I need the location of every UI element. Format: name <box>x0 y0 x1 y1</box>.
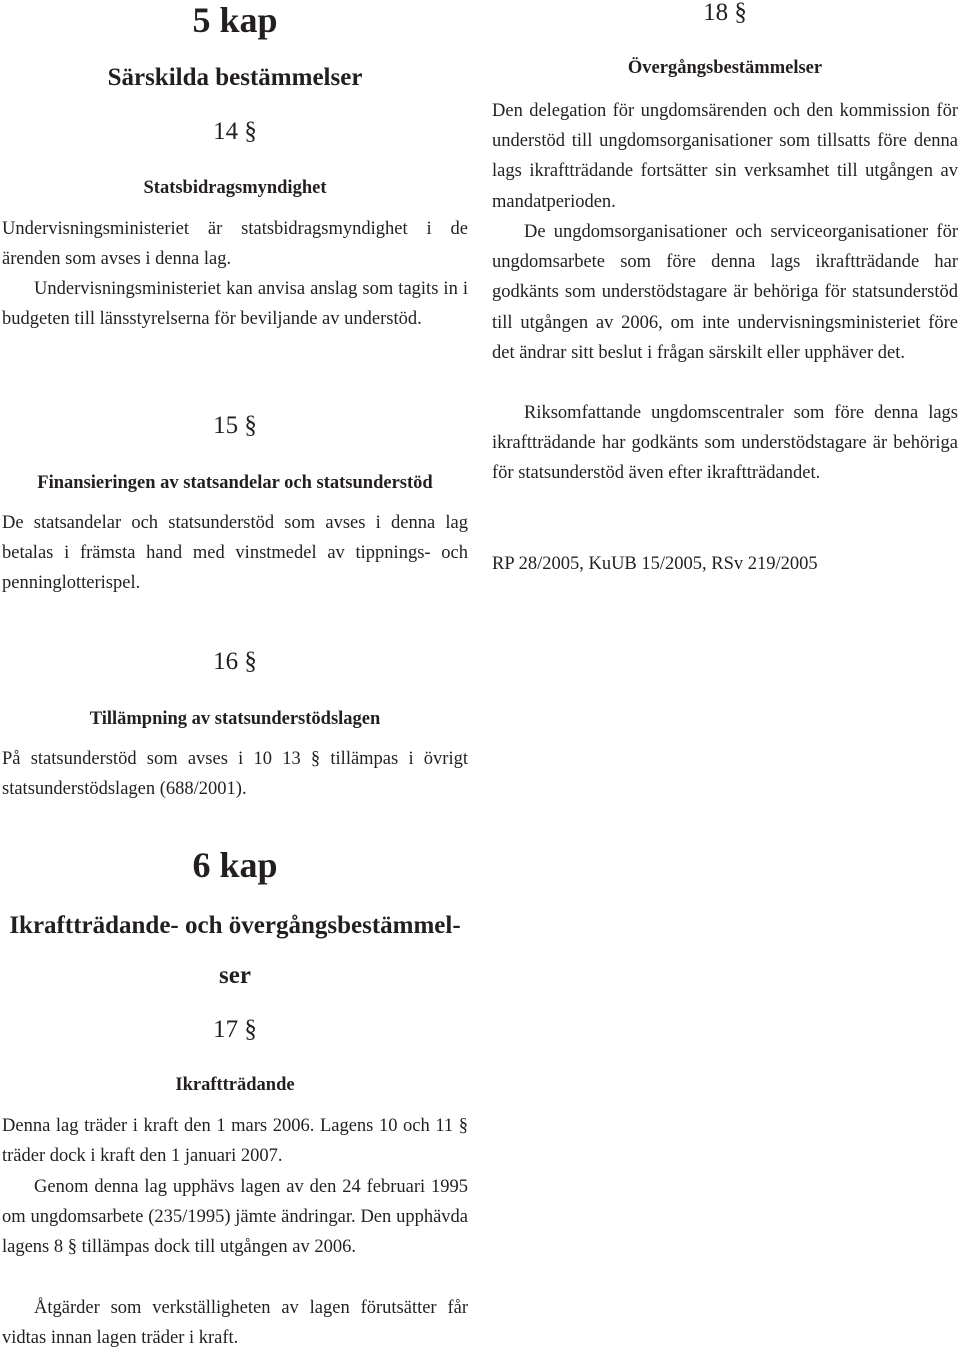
chapter-6-label: 6 kap <box>192 845 278 885</box>
section-14-paragraph-1: Undervisningsministeriet är statsbidragsmyndighet i de ärenden som avses i denna lag. <box>2 219 468 270</box>
section-18-paragraph-1: Den delegation för ungdomsärenden och den kommission för understöd till ungdomsorganisationer som tillsatts före denna lags ikraftträdande fortsätter sin verksamhet till utgången av mandatperioden. <box>492 101 958 212</box>
section-14-heading: Statsbidragsmyndighet <box>143 178 327 198</box>
section-14-number: 14 § <box>213 118 257 145</box>
section-16-heading: Tillämpning av statsunderstödslagen <box>89 709 381 729</box>
section-16-paragraph-1: På statsunderstöd som avses i 10 13 § tillämpas i övrigt statsunderstödslagen (688/2001). <box>2 749 468 800</box>
section-17-paragraph-1: Denna lag träder i kraft den 1 mars 2006. Lagens 10 och 11 § träder dock i kraft den 1 januari 2007. <box>2 1116 468 1167</box>
section-15-heading: Finansieringen av statsandelar och statsunderstöd <box>37 473 433 493</box>
section-18-paragraph-3: Riksomfattande ungdomscentraler som före denna lags ikraftträdande har godkänts som understödstagare är behöriga för statsunderstöd även efter ikraftträdandet. <box>492 403 958 484</box>
section-16-number: 16 § <box>213 648 257 675</box>
section-17-paragraph-2: Genom denna lag upphävs lagen av den 24 februari 1995 om ungdomsarbete (235/1995) jämte ändringar. Den upphävda lagens 8 § tillämpas dock till utgången av 2006. <box>2 1177 468 1258</box>
chapter-6-title-line-2: ser <box>219 962 251 989</box>
section-14-paragraph-2: Undervisningsministeriet kan anvisa anslag som tagits in i budgeten till länsstyrelserna för beviljande av understöd. <box>2 279 468 330</box>
section-15-number: 15 § <box>213 412 257 439</box>
section-17-number: 17 § <box>213 1016 257 1043</box>
section-17-heading: Ikraftträdande <box>175 1075 295 1095</box>
section-18-paragraph-2: De ungdomsorganisationer och serviceorganisationer för ungdomsarbete som före denna lags ikraftträdande har godkänts som understödstagare är behöriga för statsunderstöd till utgången av 2006, om inte undervisningsministeriet före det ändrar sitt beslut i frågan särskilt eller upphäver det. <box>492 222 958 363</box>
chapter-5-label: 5 kap <box>192 0 278 40</box>
section-18-heading: Övergångsbestämmelser <box>627 58 823 78</box>
chapter-5-title: Särskilda bestämmelser <box>107 64 363 91</box>
section-17-paragraph-3: Åtgärder som verkställigheten av lagen förutsätter får vidtas innan lagen träder i kraft. <box>2 1298 468 1349</box>
section-18-number: 18 § <box>703 0 747 26</box>
chapter-6-title-line-1: Ikraftträdande- och övergångsbestämmel- <box>9 912 461 939</box>
section-15-paragraph-1: De statsandelar och statsunderstöd som avses i denna lag betalas i främsta hand med vinstmedel av tippnings- och penninglotterispel. <box>2 513 468 594</box>
legislative-reference: RP 28/2005, KuUB 15/2005, RSv 219/2005 <box>492 554 818 574</box>
